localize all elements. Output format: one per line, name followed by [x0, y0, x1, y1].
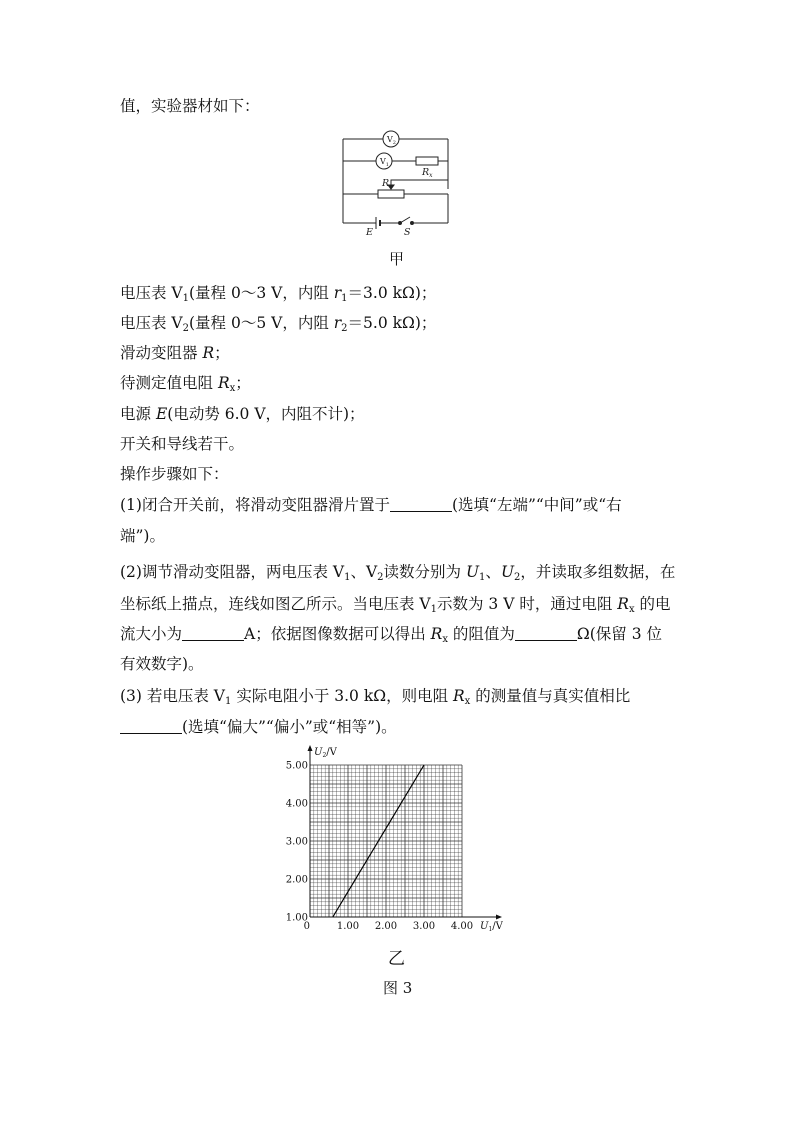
question-3-line-2: (选填“偏大”“偏小”或“相等”)。 [120, 716, 397, 738]
switch-icon [400, 217, 410, 223]
u2-u1-graph [280, 740, 520, 940]
svg-text:E: E [366, 227, 373, 238]
y-tick-label: 3.00 [285, 836, 308, 848]
steps-title: 操作步骤如下： [120, 465, 229, 483]
circuit-caption: 甲 [389, 250, 405, 268]
y-tick-label: 1.00 [285, 912, 308, 924]
svg-text:Rx: $R_x$ [422, 167, 433, 179]
question-2-line-3: 流大小为 A；依据图像数据可以得出 $R_x$ 的阻值为 Ω(保留 3 位 [120, 625, 663, 645]
question-2-line-2: 坐标纸上描点，连线如图乙所示。当电压表 $V_1$示数为 3 V 时，通过电阻 $R_x$ 的电 [120, 595, 671, 615]
x-tick-label: 0 [303, 921, 310, 932]
question-1-line-1: (1)闭合开关前，将滑动变阻器滑片置于 (选填“左端”“中间”或“右 [120, 496, 622, 514]
circuit-diagram [330, 128, 460, 240]
y-axis-arrow [308, 745, 313, 751]
x-axis-arrow [496, 915, 502, 920]
y-tick-label: 2.00 [285, 874, 308, 886]
equipment-rheostat: 滑动变阻器 R； [120, 344, 230, 362]
answer-blank [515, 625, 577, 641]
question-2-line-4: 有效数字)。 [120, 655, 204, 673]
svg-text:S: S [404, 227, 411, 238]
resistor-rx-icon [416, 157, 438, 165]
svg-text:R: R [382, 178, 390, 189]
equipment-switch: 开关和导线若干。 [120, 435, 245, 453]
equipment-v2: 电压表 $V_2$(量程 0～5 V，内阻 $r_2=5.0$ kΩ)； [120, 314, 437, 334]
answer-blank [120, 718, 182, 734]
equipment-v1: 电压表 $V_1$(量程 0～3 V，内阻 $r_1=3.0$ kΩ)； [120, 284, 437, 304]
x-tick-label: 2.00 [374, 921, 398, 932]
rheostat-icon [378, 190, 404, 198]
x-tick-label: 1.00 [336, 921, 360, 932]
question-1-line-2: 端”)。 [120, 527, 165, 545]
question-3-line-1: (3) 若电压表 $V_1$ 实际电阻小于 3.0 kΩ，则电阻 $R_x$ 的测量值与真实值相比 [120, 687, 631, 707]
y-axis-label: $U_2/V$ [314, 747, 337, 759]
y-tick-label: 4.00 [285, 798, 308, 810]
x-axis-label: $U_1/V$ [480, 921, 503, 933]
question-2-line-1: (2)调节滑动变阻器，两电压表 $V_1$、$V_2$读数分别为 $U_1$、$U_2$，并读取多组数据，在 [120, 563, 676, 583]
svg-text:V1: $V_1$ [380, 157, 389, 168]
intro-text: 值，实验器材如下： [120, 97, 260, 115]
x-tick-label: 4.00 [450, 921, 474, 932]
y-tick-label: 5.00 [285, 760, 308, 772]
x-tick-label: 3.00 [412, 921, 436, 932]
equipment-source: 电源 E(电动势 6.0 V，内阻不计)； [120, 405, 365, 423]
graph-caption: 乙 [388, 949, 405, 969]
answer-blank [182, 625, 244, 641]
figure-caption: 图 3 [383, 979, 413, 997]
svg-text:V2: $V_2$ [387, 135, 396, 146]
answer-blank [390, 496, 452, 512]
equipment-rx: 待测定值电阻 $R_x$； [120, 374, 251, 394]
